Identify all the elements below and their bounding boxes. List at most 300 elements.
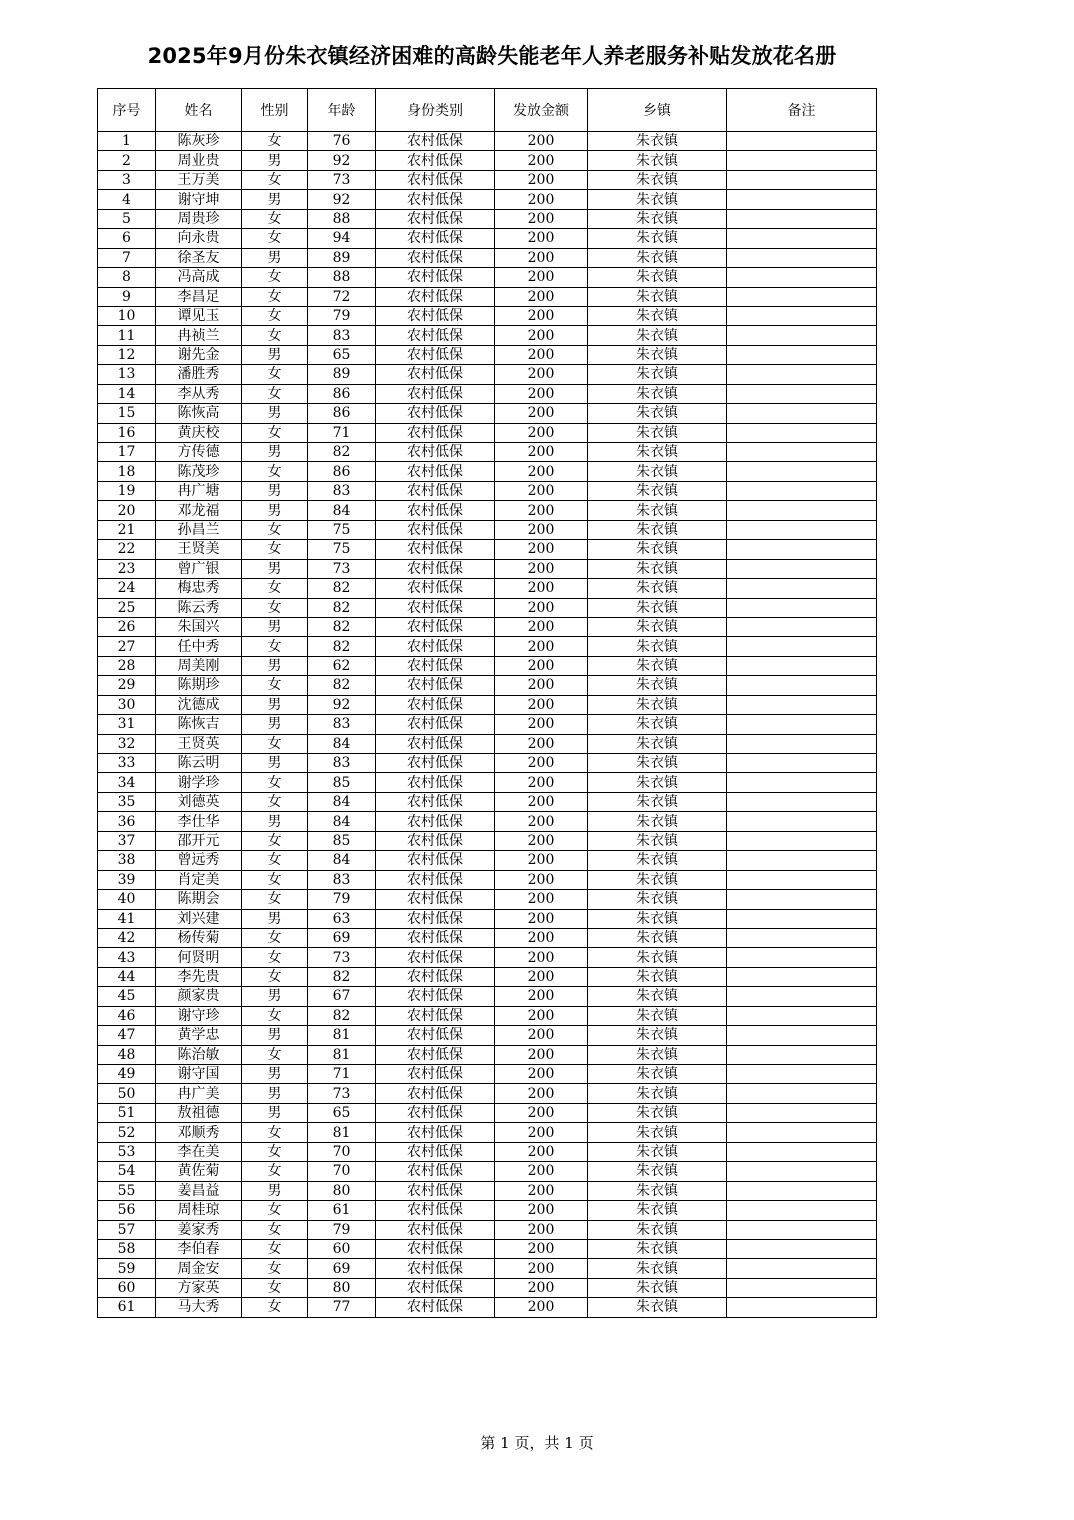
cell-amount: 200 <box>495 1006 588 1025</box>
header-gender: 性别 <box>242 89 308 132</box>
cell-township: 朱衣镇 <box>588 540 727 559</box>
cell-township: 朱衣镇 <box>588 617 727 636</box>
table-row <box>98 579 877 598</box>
cell-remarks <box>727 287 877 306</box>
cell-amount: 200 <box>495 1123 588 1142</box>
table-row <box>98 890 877 909</box>
header-name: 姓名 <box>156 89 242 132</box>
cell-age: 82 <box>308 443 376 462</box>
cell-age: 82 <box>308 637 376 656</box>
cell-gender: 女 <box>242 948 308 967</box>
cell-gender: 女 <box>242 870 308 889</box>
cell-category: 农村低保 <box>376 501 495 520</box>
cell-index: 33 <box>98 754 156 773</box>
cell-remarks <box>727 831 877 850</box>
cell-index: 21 <box>98 520 156 539</box>
table-row <box>98 637 877 656</box>
cell-age: 82 <box>308 1006 376 1025</box>
cell-remarks <box>727 1142 877 1161</box>
cell-amount: 200 <box>495 1045 588 1064</box>
header-township: 乡镇 <box>588 89 727 132</box>
cell-township: 朱衣镇 <box>588 384 727 403</box>
cell-index: 11 <box>98 326 156 345</box>
cell-amount: 200 <box>495 812 588 831</box>
cell-gender: 男 <box>242 151 308 170</box>
cell-gender: 男 <box>242 501 308 520</box>
cell-index: 4 <box>98 190 156 209</box>
cell-age: 92 <box>308 695 376 714</box>
cell-amount: 200 <box>495 773 588 792</box>
table-row <box>98 132 877 151</box>
cell-age: 82 <box>308 617 376 636</box>
cell-index: 26 <box>98 617 156 636</box>
cell-amount: 200 <box>495 1142 588 1161</box>
table-row <box>98 1220 877 1239</box>
cell-age: 86 <box>308 384 376 403</box>
cell-age: 71 <box>308 423 376 442</box>
cell-township: 朱衣镇 <box>588 598 727 617</box>
cell-township: 朱衣镇 <box>588 987 727 1006</box>
cell-name: 敖祖德 <box>156 1103 242 1122</box>
cell-age: 81 <box>308 1026 376 1045</box>
cell-remarks <box>727 423 877 442</box>
table-row <box>98 1045 877 1064</box>
cell-name: 李先贵 <box>156 967 242 986</box>
cell-amount: 200 <box>495 559 588 578</box>
cell-name: 邓顺秀 <box>156 1123 242 1142</box>
table-row <box>98 1006 877 1025</box>
cell-name: 周桂琼 <box>156 1201 242 1220</box>
cell-amount: 200 <box>495 287 588 306</box>
table-row <box>98 812 877 831</box>
cell-age: 73 <box>308 170 376 189</box>
cell-age: 76 <box>308 132 376 151</box>
cell-gender: 男 <box>242 909 308 928</box>
cell-age: 92 <box>308 190 376 209</box>
subsidy-roster-table <box>97 88 877 1318</box>
cell-amount: 200 <box>495 462 588 481</box>
cell-remarks <box>727 1181 877 1200</box>
cell-name: 任中秀 <box>156 637 242 656</box>
cell-category: 农村低保 <box>376 754 495 773</box>
cell-name: 李仕华 <box>156 812 242 831</box>
cell-remarks <box>727 1045 877 1064</box>
cell-index: 42 <box>98 928 156 947</box>
cell-gender: 女 <box>242 462 308 481</box>
cell-age: 89 <box>308 365 376 384</box>
cell-age: 60 <box>308 1239 376 1258</box>
table-row <box>98 365 877 384</box>
cell-category: 农村低保 <box>376 831 495 850</box>
cell-amount: 200 <box>495 928 588 947</box>
cell-township: 朱衣镇 <box>588 928 727 947</box>
table-row <box>98 1123 877 1142</box>
table-row <box>98 170 877 189</box>
cell-name: 谢先金 <box>156 345 242 364</box>
cell-age: 80 <box>308 1278 376 1297</box>
cell-index: 34 <box>98 773 156 792</box>
cell-category: 农村低保 <box>376 326 495 345</box>
cell-index: 56 <box>98 1201 156 1220</box>
cell-name: 谢学珍 <box>156 773 242 792</box>
cell-category: 农村低保 <box>376 287 495 306</box>
cell-township: 朱衣镇 <box>588 579 727 598</box>
cell-name: 刘德英 <box>156 792 242 811</box>
cell-name: 陈恢高 <box>156 404 242 423</box>
cell-gender: 男 <box>242 404 308 423</box>
cell-index: 28 <box>98 656 156 675</box>
cell-index: 10 <box>98 306 156 325</box>
table-row <box>98 695 877 714</box>
cell-index: 51 <box>98 1103 156 1122</box>
cell-amount: 200 <box>495 617 588 636</box>
cell-age: 69 <box>308 928 376 947</box>
cell-amount: 200 <box>495 1201 588 1220</box>
cell-gender: 女 <box>242 1298 308 1317</box>
cell-amount: 200 <box>495 870 588 889</box>
cell-age: 88 <box>308 268 376 287</box>
cell-name: 王万美 <box>156 170 242 189</box>
cell-remarks <box>727 1201 877 1220</box>
cell-age: 82 <box>308 579 376 598</box>
cell-township: 朱衣镇 <box>588 656 727 675</box>
table-row <box>98 754 877 773</box>
table-row <box>98 831 877 850</box>
cell-name: 冯高成 <box>156 268 242 287</box>
table-row <box>98 715 877 734</box>
cell-gender: 女 <box>242 851 308 870</box>
cell-age: 75 <box>308 520 376 539</box>
cell-index: 16 <box>98 423 156 442</box>
cell-category: 农村低保 <box>376 306 495 325</box>
cell-township: 朱衣镇 <box>588 404 727 423</box>
cell-age: 80 <box>308 1181 376 1200</box>
cell-name: 潘胜秀 <box>156 365 242 384</box>
cell-amount: 200 <box>495 1026 588 1045</box>
cell-name: 陈恢吉 <box>156 715 242 734</box>
cell-name: 黄庆校 <box>156 423 242 442</box>
cell-index: 45 <box>98 987 156 1006</box>
cell-remarks <box>727 987 877 1006</box>
cell-category: 农村低保 <box>376 559 495 578</box>
cell-township: 朱衣镇 <box>588 715 727 734</box>
cell-category: 农村低保 <box>376 773 495 792</box>
table-row <box>98 773 877 792</box>
cell-amount: 200 <box>495 209 588 228</box>
table-body <box>98 132 877 1318</box>
cell-category: 农村低保 <box>376 948 495 967</box>
cell-township: 朱衣镇 <box>588 1201 727 1220</box>
cell-index: 24 <box>98 579 156 598</box>
cell-category: 农村低保 <box>376 734 495 753</box>
cell-township: 朱衣镇 <box>588 1084 727 1103</box>
table-row <box>98 948 877 967</box>
page-title: 2025年9月份朱衣镇经济困难的高龄失能老年人养老服务补贴发放花名册 <box>147 44 837 68</box>
cell-amount: 200 <box>495 268 588 287</box>
cell-name: 周金安 <box>156 1259 242 1278</box>
cell-category: 农村低保 <box>376 132 495 151</box>
cell-amount: 200 <box>495 1298 588 1317</box>
table-row <box>98 1142 877 1161</box>
cell-name: 谢守国 <box>156 1065 242 1084</box>
cell-age: 84 <box>308 851 376 870</box>
cell-township: 朱衣镇 <box>588 1239 727 1258</box>
cell-category: 农村低保 <box>376 190 495 209</box>
cell-name: 朱国兴 <box>156 617 242 636</box>
cell-age: 82 <box>308 676 376 695</box>
table-row <box>98 1259 877 1278</box>
cell-index: 35 <box>98 792 156 811</box>
cell-age: 81 <box>308 1045 376 1064</box>
cell-name: 颜家贵 <box>156 987 242 1006</box>
table-row <box>98 481 877 500</box>
cell-amount: 200 <box>495 715 588 734</box>
cell-township: 朱衣镇 <box>588 676 727 695</box>
cell-township: 朱衣镇 <box>588 170 727 189</box>
table-row <box>98 598 877 617</box>
cell-category: 农村低保 <box>376 248 495 267</box>
header-category: 身份类别 <box>376 89 495 132</box>
cell-gender: 男 <box>242 695 308 714</box>
cell-name: 孙昌兰 <box>156 520 242 539</box>
cell-name: 冉广塘 <box>156 481 242 500</box>
cell-gender: 女 <box>242 209 308 228</box>
cell-index: 3 <box>98 170 156 189</box>
cell-remarks <box>727 851 877 870</box>
cell-township: 朱衣镇 <box>588 1006 727 1025</box>
cell-category: 农村低保 <box>376 1045 495 1064</box>
cell-category: 农村低保 <box>376 1278 495 1297</box>
cell-name: 王贤美 <box>156 540 242 559</box>
cell-name: 梅忠秀 <box>156 579 242 598</box>
cell-township: 朱衣镇 <box>588 345 727 364</box>
cell-age: 73 <box>308 559 376 578</box>
table-row <box>98 792 877 811</box>
cell-township: 朱衣镇 <box>588 1220 727 1239</box>
cell-gender: 女 <box>242 423 308 442</box>
cell-remarks <box>727 365 877 384</box>
cell-township: 朱衣镇 <box>588 209 727 228</box>
table-row <box>98 1298 877 1317</box>
cell-index: 31 <box>98 715 156 734</box>
cell-category: 农村低保 <box>376 637 495 656</box>
cell-amount: 200 <box>495 345 588 364</box>
cell-remarks <box>727 676 877 695</box>
cell-gender: 女 <box>242 598 308 617</box>
cell-age: 94 <box>308 229 376 248</box>
cell-remarks <box>727 754 877 773</box>
cell-amount: 200 <box>495 423 588 442</box>
cell-name: 陈云秀 <box>156 598 242 617</box>
table-row <box>98 384 877 403</box>
cell-name: 杨传菊 <box>156 928 242 947</box>
cell-category: 农村低保 <box>376 715 495 734</box>
cell-township: 朱衣镇 <box>588 773 727 792</box>
cell-category: 农村低保 <box>376 870 495 889</box>
cell-amount: 200 <box>495 637 588 656</box>
cell-category: 农村低保 <box>376 443 495 462</box>
cell-remarks <box>727 384 877 403</box>
cell-index: 23 <box>98 559 156 578</box>
cell-name: 周贵珍 <box>156 209 242 228</box>
cell-township: 朱衣镇 <box>588 1103 727 1122</box>
cell-amount: 200 <box>495 190 588 209</box>
cell-township: 朱衣镇 <box>588 1162 727 1181</box>
cell-index: 36 <box>98 812 156 831</box>
cell-category: 农村低保 <box>376 423 495 442</box>
cell-index: 38 <box>98 851 156 870</box>
cell-township: 朱衣镇 <box>588 812 727 831</box>
cell-gender: 女 <box>242 1162 308 1181</box>
cell-remarks <box>727 909 877 928</box>
cell-category: 农村低保 <box>376 695 495 714</box>
cell-amount: 200 <box>495 890 588 909</box>
cell-age: 83 <box>308 326 376 345</box>
cell-township: 朱衣镇 <box>588 481 727 500</box>
cell-index: 2 <box>98 151 156 170</box>
cell-index: 58 <box>98 1239 156 1258</box>
table-row <box>98 326 877 345</box>
table-row <box>98 909 877 928</box>
cell-age: 92 <box>308 151 376 170</box>
cell-category: 农村低保 <box>376 384 495 403</box>
cell-gender: 女 <box>242 676 308 695</box>
cell-amount: 200 <box>495 132 588 151</box>
table-row <box>98 851 877 870</box>
cell-age: 82 <box>308 598 376 617</box>
cell-index: 53 <box>98 1142 156 1161</box>
cell-amount: 200 <box>495 909 588 928</box>
cell-amount: 200 <box>495 948 588 967</box>
cell-gender: 女 <box>242 1259 308 1278</box>
cell-index: 49 <box>98 1065 156 1084</box>
cell-amount: 200 <box>495 443 588 462</box>
table-row <box>98 1084 877 1103</box>
cell-amount: 200 <box>495 1239 588 1258</box>
cell-category: 农村低保 <box>376 792 495 811</box>
cell-index: 29 <box>98 676 156 695</box>
cell-remarks <box>727 812 877 831</box>
cell-township: 朱衣镇 <box>588 423 727 442</box>
cell-township: 朱衣镇 <box>588 1259 727 1278</box>
cell-name: 黄学忠 <box>156 1026 242 1045</box>
cell-gender: 男 <box>242 715 308 734</box>
cell-index: 54 <box>98 1162 156 1181</box>
cell-category: 农村低保 <box>376 617 495 636</box>
cell-name: 李伯春 <box>156 1239 242 1258</box>
cell-name: 曾远秀 <box>156 851 242 870</box>
cell-gender: 男 <box>242 1103 308 1122</box>
cell-gender: 男 <box>242 617 308 636</box>
cell-category: 农村低保 <box>376 1220 495 1239</box>
cell-gender: 男 <box>242 559 308 578</box>
cell-gender: 男 <box>242 190 308 209</box>
table-row <box>98 462 877 481</box>
cell-township: 朱衣镇 <box>588 890 727 909</box>
cell-township: 朱衣镇 <box>588 831 727 850</box>
cell-township: 朱衣镇 <box>588 306 727 325</box>
table-row <box>98 1103 877 1122</box>
cell-remarks <box>727 967 877 986</box>
cell-remarks <box>727 443 877 462</box>
cell-category: 农村低保 <box>376 1084 495 1103</box>
table-row <box>98 617 877 636</box>
cell-township: 朱衣镇 <box>588 1065 727 1084</box>
cell-age: 65 <box>308 1103 376 1122</box>
cell-name: 陈云明 <box>156 754 242 773</box>
cell-name: 周业贵 <box>156 151 242 170</box>
table-header-row <box>98 89 877 132</box>
cell-township: 朱衣镇 <box>588 851 727 870</box>
cell-index: 44 <box>98 967 156 986</box>
cell-gender: 女 <box>242 637 308 656</box>
cell-township: 朱衣镇 <box>588 1045 727 1064</box>
cell-amount: 200 <box>495 520 588 539</box>
cell-index: 8 <box>98 268 156 287</box>
cell-name: 肖定美 <box>156 870 242 889</box>
cell-township: 朱衣镇 <box>588 229 727 248</box>
cell-name: 陈期会 <box>156 890 242 909</box>
cell-category: 农村低保 <box>376 579 495 598</box>
cell-amount: 200 <box>495 384 588 403</box>
cell-name: 陈灰珍 <box>156 132 242 151</box>
cell-remarks <box>727 1123 877 1142</box>
cell-age: 86 <box>308 462 376 481</box>
cell-remarks <box>727 345 877 364</box>
cell-age: 82 <box>308 967 376 986</box>
cell-index: 52 <box>98 1123 156 1142</box>
cell-age: 75 <box>308 540 376 559</box>
cell-gender: 女 <box>242 792 308 811</box>
cell-gender: 女 <box>242 967 308 986</box>
cell-gender: 男 <box>242 481 308 500</box>
cell-index: 17 <box>98 443 156 462</box>
cell-remarks <box>727 579 877 598</box>
cell-amount: 200 <box>495 1220 588 1239</box>
cell-gender: 女 <box>242 1045 308 1064</box>
table-row <box>98 734 877 753</box>
cell-gender: 女 <box>242 831 308 850</box>
cell-township: 朱衣镇 <box>588 462 727 481</box>
cell-gender: 男 <box>242 345 308 364</box>
cell-category: 农村低保 <box>376 1123 495 1142</box>
cell-age: 70 <box>308 1162 376 1181</box>
table-row <box>98 656 877 675</box>
cell-remarks <box>727 462 877 481</box>
cell-name: 王贤英 <box>156 734 242 753</box>
cell-amount: 200 <box>495 1065 588 1084</box>
cell-index: 1 <box>98 132 156 151</box>
cell-amount: 200 <box>495 579 588 598</box>
cell-age: 86 <box>308 404 376 423</box>
cell-gender: 男 <box>242 248 308 267</box>
cell-gender: 男 <box>242 812 308 831</box>
cell-township: 朱衣镇 <box>588 1181 727 1200</box>
cell-remarks <box>727 890 877 909</box>
table-row <box>98 404 877 423</box>
cell-age: 71 <box>308 1065 376 1084</box>
cell-index: 30 <box>98 695 156 714</box>
cell-name: 谢守坤 <box>156 190 242 209</box>
cell-remarks <box>727 1239 877 1258</box>
cell-index: 43 <box>98 948 156 967</box>
cell-remarks <box>727 1006 877 1025</box>
cell-remarks <box>727 170 877 189</box>
cell-gender: 女 <box>242 1278 308 1297</box>
cell-amount: 200 <box>495 734 588 753</box>
table-row <box>98 248 877 267</box>
cell-gender: 女 <box>242 268 308 287</box>
